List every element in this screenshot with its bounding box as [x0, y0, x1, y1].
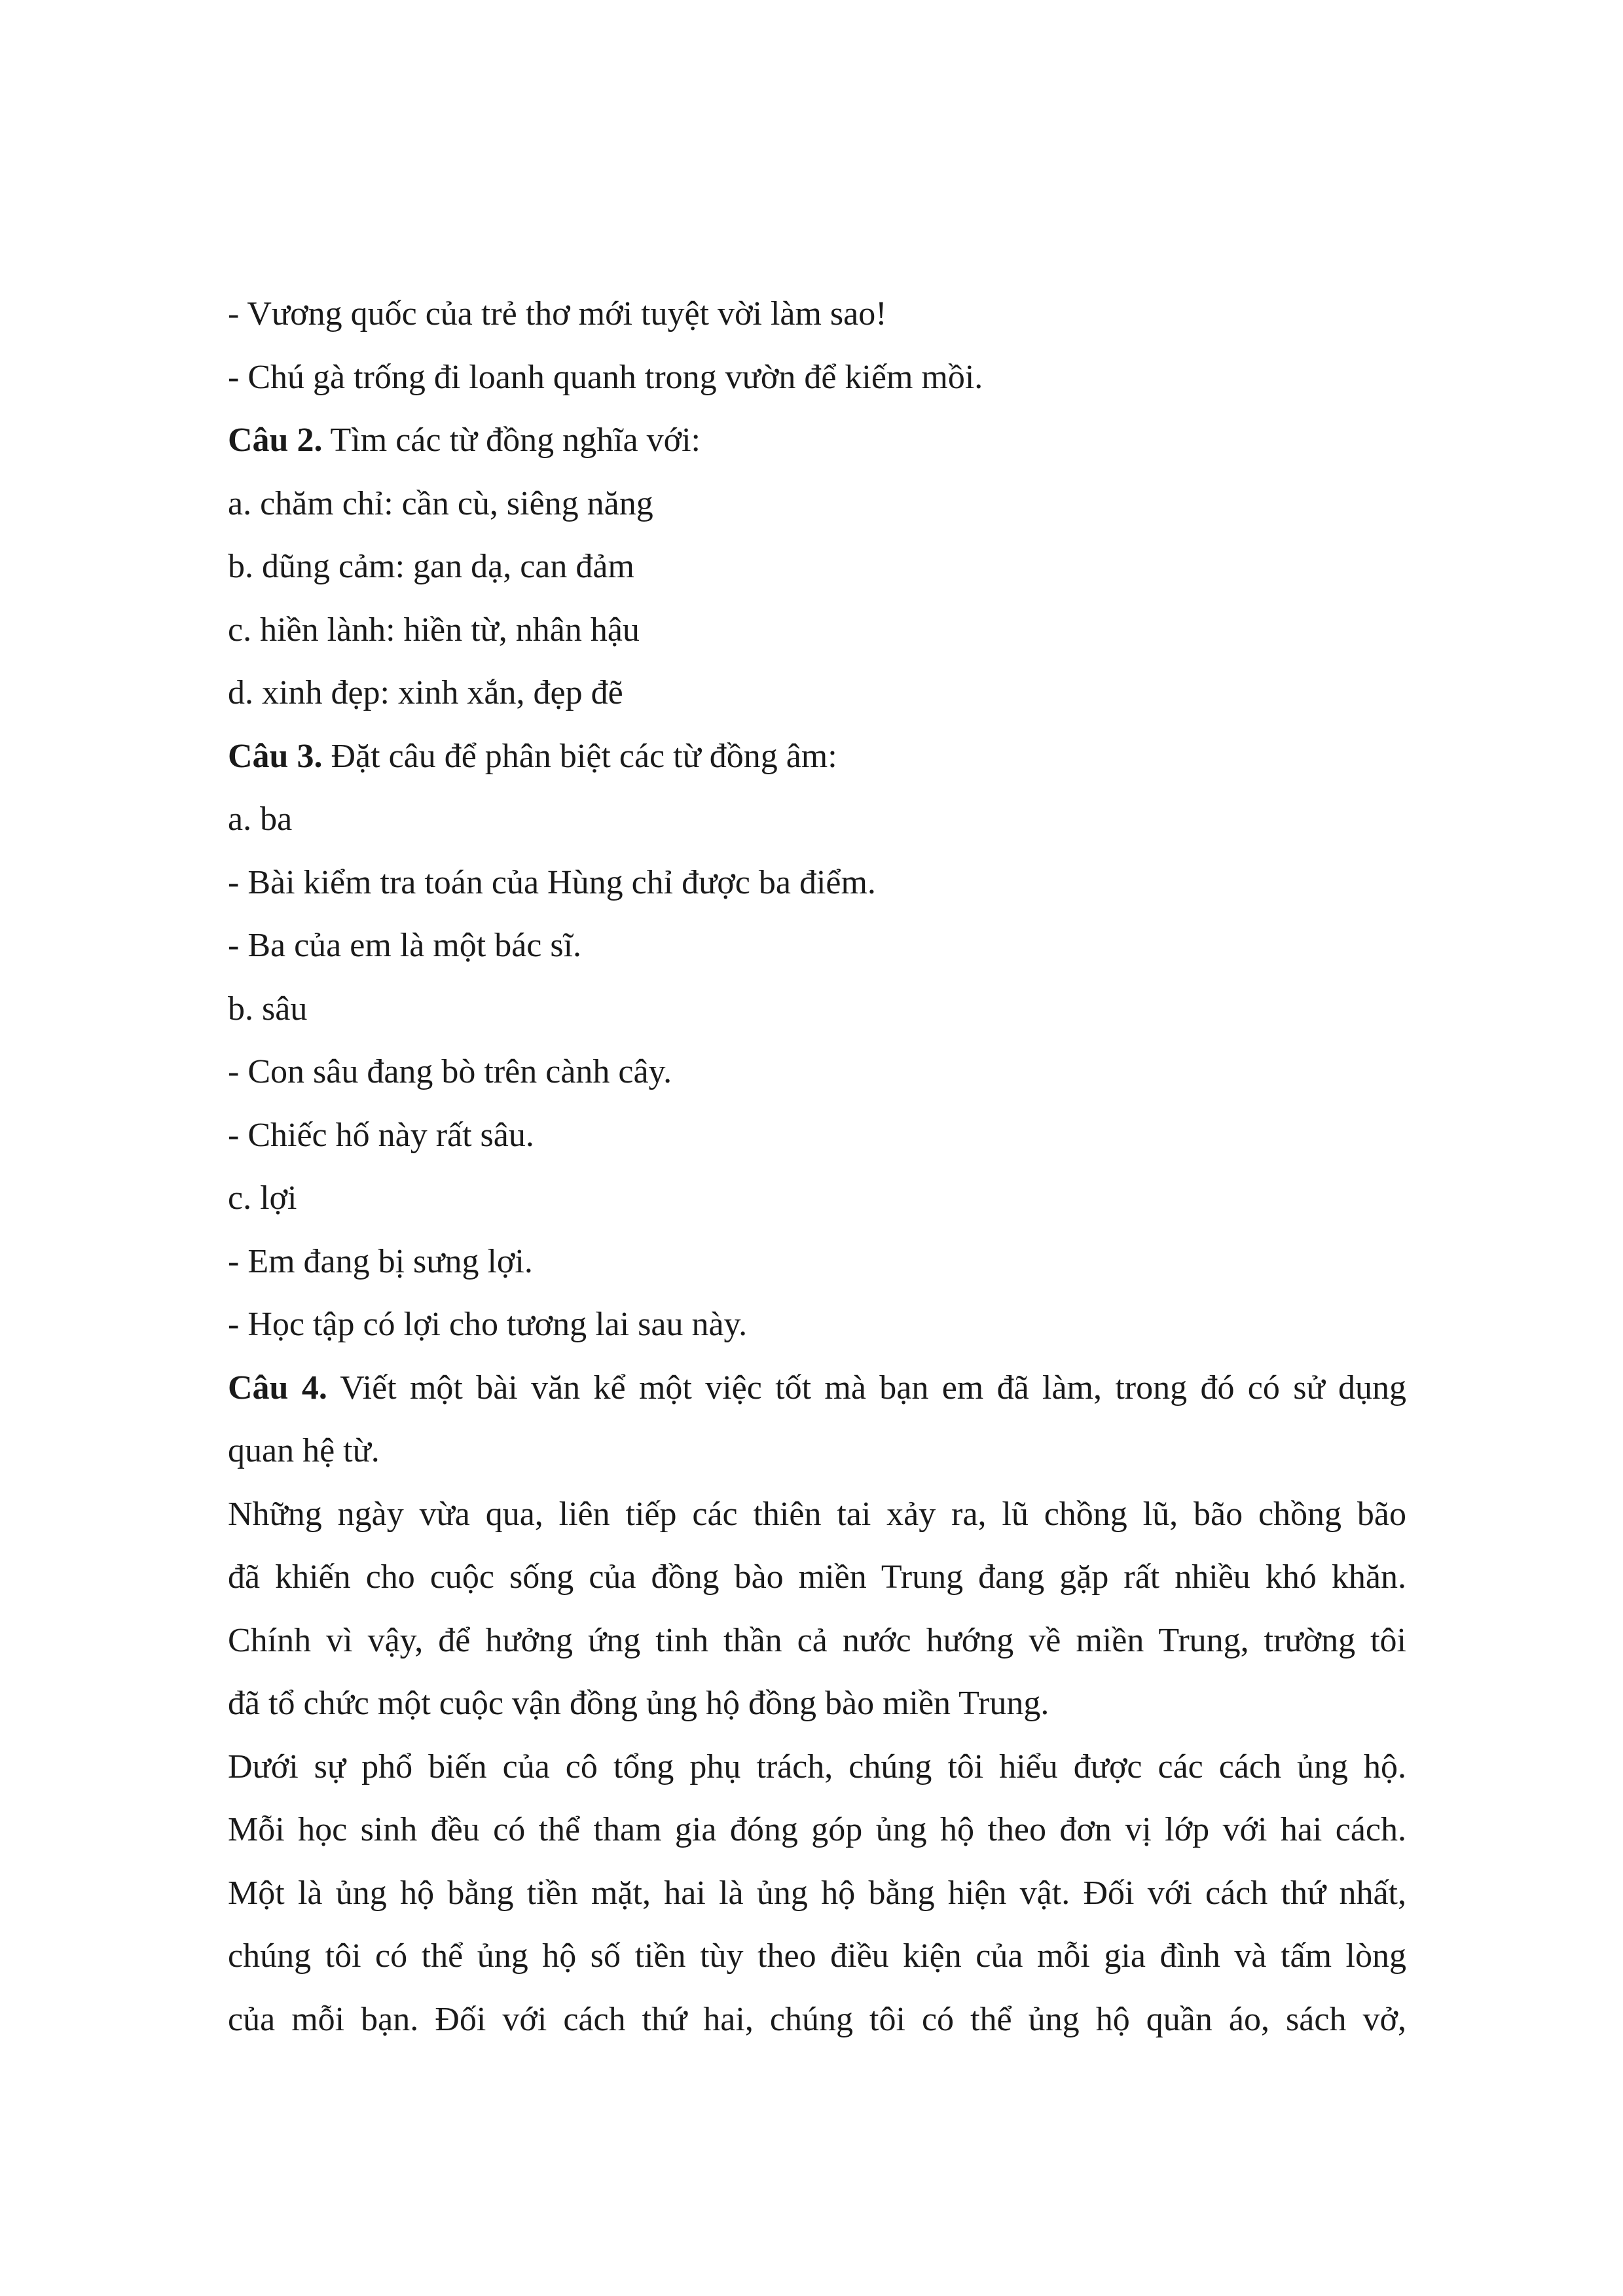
question-2-label: Câu 2.	[228, 422, 323, 459]
question-4-label: Câu 4.	[228, 1369, 327, 1407]
essay-paragraph-1-line: đã tổ chức một cuộc vận đồng ủng hộ đồng bào miền Trung.	[228, 1685, 1049, 1722]
essay-paragraph-1-line: Những ngày vừa qua, liên tiếp các thiên tai xảy ra, lũ chồng lũ, bão chồng bão	[228, 1495, 1406, 1533]
question-3-heading	[228, 725, 1406, 789]
question-4-prompt-line-1: Viết một bài văn kể một việc tốt mà bạn em đã làm, trong đó có sử dụng	[327, 1369, 1406, 1407]
question-2-answer-c: c. hiền lành: hiền từ, nhân hậu	[228, 611, 640, 649]
question-3-line: - Học tập có lợi cho tương lai sau này.	[228, 1306, 748, 1343]
question-4-heading	[228, 1357, 1406, 1420]
question-3-line: - Bài kiểm tra toán của Hùng chỉ được ba điểm.	[228, 863, 876, 901]
essay-paragraph-2-line: Dưới sự phổ biến của cô tổng phụ trách, chúng tôi hiểu được các cách ủng hộ.	[228, 1748, 1406, 1785]
question-3-line: b. sâu	[228, 990, 308, 1028]
intro-line-2: - Chú gà trống đi loanh quanh trong vườn để kiếm mồi.	[228, 358, 983, 396]
essay-paragraph-1-line: Chính vì vậy, để hưởng ứng tinh thần cả nước hướng về miền Trung, trường tôi	[228, 1621, 1406, 1659]
essay-paragraph-2-line: chúng tôi có thể ủng hộ số tiền tùy theo điều kiện của mỗi gia đình và tấm lòng	[228, 1937, 1406, 1975]
question-3-label: Câu 3.	[228, 737, 323, 775]
question-3-line: - Ba của em là một bác sĩ.	[228, 927, 582, 964]
essay-paragraph-2-line: Một là ủng hộ bằng tiền mặt, hai là ủng hộ bằng hiện vật. Đối với cách thứ nhất,	[228, 1874, 1406, 1912]
intro-line-1: - Vương quốc của trẻ thơ mới tuyệt vời làm sao!	[228, 295, 887, 332]
document-page	[228, 283, 1406, 2051]
question-3-line: - Con sâu đang bò trên cành cây.	[228, 1053, 672, 1090]
question-3-line: - Chiếc hố này rất sâu.	[228, 1116, 534, 1154]
question-3-prompt: Đặt câu để phân biệt các từ đồng âm:	[322, 737, 837, 775]
question-2-answer-d: d. xinh đẹp: xinh xắn, đẹp đẽ	[228, 674, 623, 711]
question-2-heading	[228, 409, 1406, 473]
essay-paragraph-2-line: của mỗi bạn. Đối với cách thứ hai, chúng tôi có thể ủng hộ quần áo, sách vở,	[228, 2000, 1406, 2038]
question-3-line: a. ba	[228, 800, 293, 838]
question-4-prompt-line-2: quan hệ từ.	[228, 1432, 380, 1469]
question-2-answer-b: b. dũng cảm: gan dạ, can đảm	[228, 548, 634, 585]
essay-paragraph-1-line: đã khiến cho cuộc sống của đồng bào miền Trung đang gặp rất nhiều khó khăn.	[228, 1558, 1406, 1596]
question-2-answer-a: a. chăm chỉ: cần cù, siêng năng	[228, 484, 653, 522]
question-3-line: c. lợi	[228, 1179, 297, 1217]
question-3-line: - Em đang bị sưng lợi.	[228, 1242, 533, 1280]
question-2-prompt: Tìm các từ đồng nghĩa với:	[322, 422, 701, 459]
essay-paragraph-2-line: Mỗi học sinh đều có thể tham gia đóng góp ủng hộ theo đơn vị lớp với hai cách.	[228, 1811, 1406, 1848]
